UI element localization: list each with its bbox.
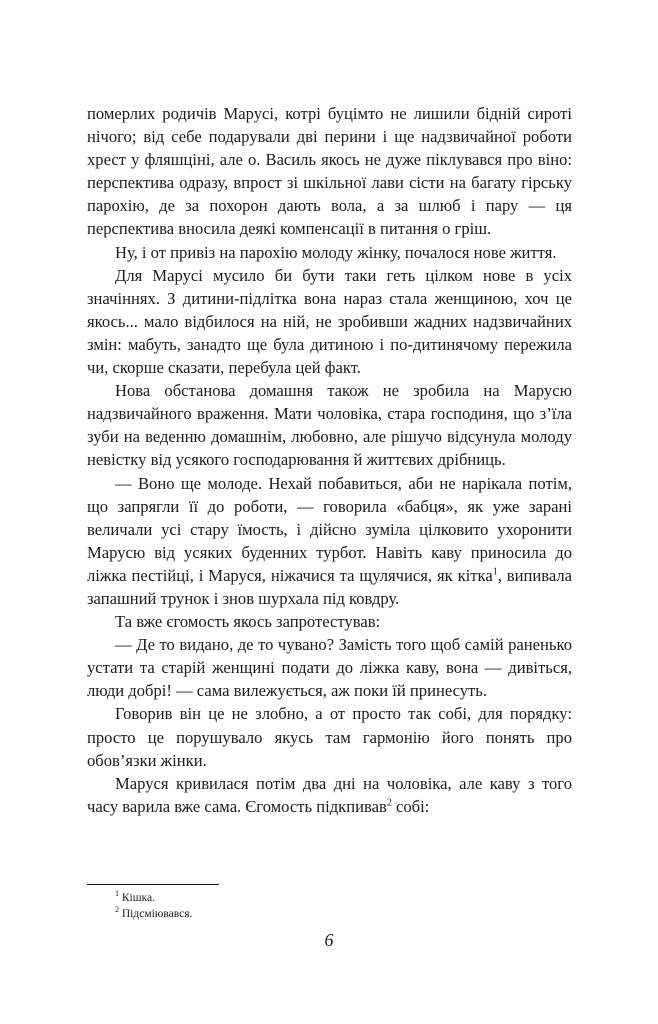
paragraph-5-text-after: , випивала запашний трунок і знов шурхала під ковдру.	[87, 565, 573, 608]
footnote-ref-2: 2	[386, 797, 392, 809]
footnote-divider	[87, 884, 219, 885]
paragraph-6: Та вже єгомость якось запротестував:	[115, 612, 381, 632]
paragraph-5	[87, 472, 572, 611]
paragraph-9	[87, 772, 572, 818]
paragraph-9-text-after: собі:	[391, 796, 430, 816]
footnote-ref-1: 1	[492, 566, 498, 578]
footnote-2	[87, 906, 572, 922]
paragraph-2: Ну, і от привіз на парохію молоду жінку, почалося нове життя.	[115, 242, 557, 262]
paragraph-7: — Де то видано, де то чувано? Замість того щоб самій раненько устати та старій женщині подати до ліжка каву, вона — дивіться, люди добрі! — сама вилежується, аж поки їй принесуть.	[87, 635, 572, 701]
paragraph-5-text: — Воно ще молоде. Нехай побавиться, аби не нарікала потім, що запрягли її до роботи, — говорила «бабця», як уже зарані величали усі стару їмость, і дійсно зуміла цілковито ухоронити Марусю від усяких буденних турбот. Навіть каву приносила до ліжка пестійці, і Маруся, ніжачися та щулячися, як кітка	[87, 473, 572, 585]
footnote-2-text: Підсміювався.	[121, 908, 193, 920]
paragraph-8: Говорив він це не злобно, а от просто так собі, для порядку: просто це порушувало якусь там гармонію його понять про обов’язки жінки.	[87, 704, 572, 770]
footnotes	[87, 884, 572, 922]
footnote-1-text: Кішка.	[121, 892, 155, 904]
page-body	[87, 102, 572, 818]
paragraph-4: Нова обстанова домашня також не зробила на Марусю надзвичайного враження. Мати чоловіка, стара господиня, що з’їла зуби на веденню домашнім, любовно, але рішучо відсунула молоду невістку від усякого господарювання й життєвих дрібниць.	[87, 381, 572, 470]
paragraph-3: Для Марусі мусило би бути таки геть цілком нове в усіх значіннях. З дитини-підлітка вона нараз стала женщиною, хоч це якось... мало відбилося на ній, не зробивши жадних надзвичайних змін: мабуть, занадто ще була дитиною і по-дитинячому пережила чи, скорше сказати, перебула цей факт.	[87, 265, 572, 378]
footnote-1	[87, 890, 572, 906]
footnote-2-mark: 2	[115, 905, 119, 915]
paragraph-9-text: Маруся кривилася потім два дні на чоловіка, але каву з того часу варила вже сама. Єгомость підкпивав	[87, 773, 572, 816]
paragraph-1: померлих родичів Марусі, котрі буцімто не лишили бідній сироті нічого; від себе подарували дві перини і ще надзвичайної роботи хрест у фляшціні, але о. Василь якось не дуже піклувався про віно: перспектива одразу, впрост зі шкільної лави сісти на багату гірську парохію, де за похорон дають вола, а за шлюб і пару — ця перспектива вносила деякі компенсації в питання о гріш.	[87, 104, 572, 239]
footnote-1-mark: 1	[115, 889, 119, 899]
page-number: 6	[324, 930, 334, 950]
